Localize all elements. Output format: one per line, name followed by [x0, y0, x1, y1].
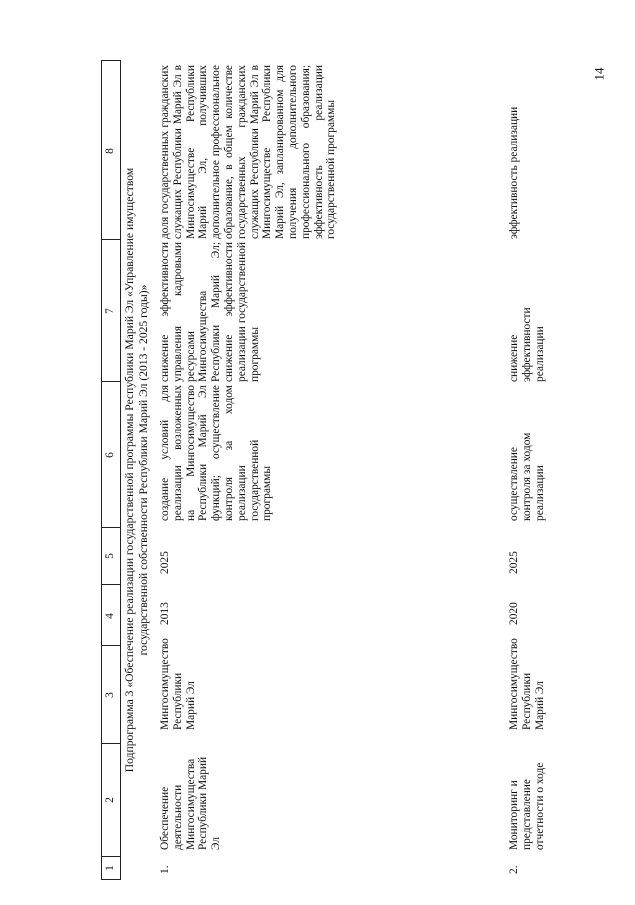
table-landscape: [101, 60, 546, 880]
row1-indicators: доля государственных гражданских служащих Республики Марий Эл в Мингосимуществе Республики Марий Эл, получивших дополнительное профессиональное образование, в общем количестве государственных гражданских служащих Республики Марий Эл в Мингосимуществе Республики Марий Эл, запланированном для получения дополнительного профессионального образования; эффективность реализации государственной программы: [159, 65, 338, 239]
row2-number: 2.: [508, 865, 520, 874]
row2-expected-result: осуществление контроля за ходом реализации: [508, 432, 546, 521]
row2-name: Мониторинг и представление отчетности о ходе: [508, 762, 546, 850]
subprogram-title-line2: государственной собственности Республики Марий Эл (2013 - 2025 годы)»: [136, 284, 150, 656]
column-number: 8: [104, 148, 116, 154]
row2-consequences: снижение эффективности реализации: [508, 307, 546, 382]
row2-end-year: 2025: [508, 551, 520, 574]
col-sep: [101, 527, 120, 528]
row1-expected-result: создание условий для реализации возложенных на Мингосимущество Республики Марий Эл функций; осуществление контроля за ходом реализации государственной программы: [159, 385, 274, 521]
column-number: 1: [104, 865, 116, 871]
col-sep: [101, 381, 120, 382]
column-number: 6: [104, 452, 116, 458]
page-number: 14: [591, 67, 607, 81]
column-number: 3: [104, 692, 116, 698]
subprogram-title: [123, 60, 150, 880]
column-number: 4: [104, 613, 116, 619]
col-sep: [101, 60, 120, 61]
column-number: 5: [104, 553, 116, 559]
row1-consequences: снижение эффективности управления кадровыми ресурсами Мингосимущества Республики Марий Эл; снижение эффективности реализации государственной программы: [159, 242, 261, 382]
row1-number: 1.: [159, 865, 171, 874]
row2-indicators: эффективность реализации: [508, 106, 520, 239]
row1-start-year: 2013: [159, 602, 171, 625]
row1-end-year: 2025: [159, 551, 171, 574]
col-sep: [101, 743, 120, 744]
col-sep: [101, 239, 120, 240]
subprogram-title-line1: Подпрограмма 3 «Обеспечение реализации государственной программы Республики Марий Эл «Управление имуществом: [123, 167, 136, 773]
column-number: 2: [104, 797, 116, 803]
table-top-border: [101, 60, 102, 880]
col-sep: [101, 645, 120, 646]
row1-name: Обеспечение деятельности Мингосимущества Республики Марий Эл: [159, 756, 223, 850]
header-row-bottom-border: [120, 60, 121, 880]
col-sep: [101, 879, 120, 880]
row2-executor: Мингосимущество Республики Марий Эл: [508, 638, 546, 730]
row1-executor: Мингосимущество Республики Марий Эл: [159, 638, 197, 730]
col-sep: [101, 856, 120, 857]
column-number: 7: [104, 308, 116, 314]
col-sep: [101, 584, 120, 585]
row2-start-year: 2020: [508, 602, 520, 625]
